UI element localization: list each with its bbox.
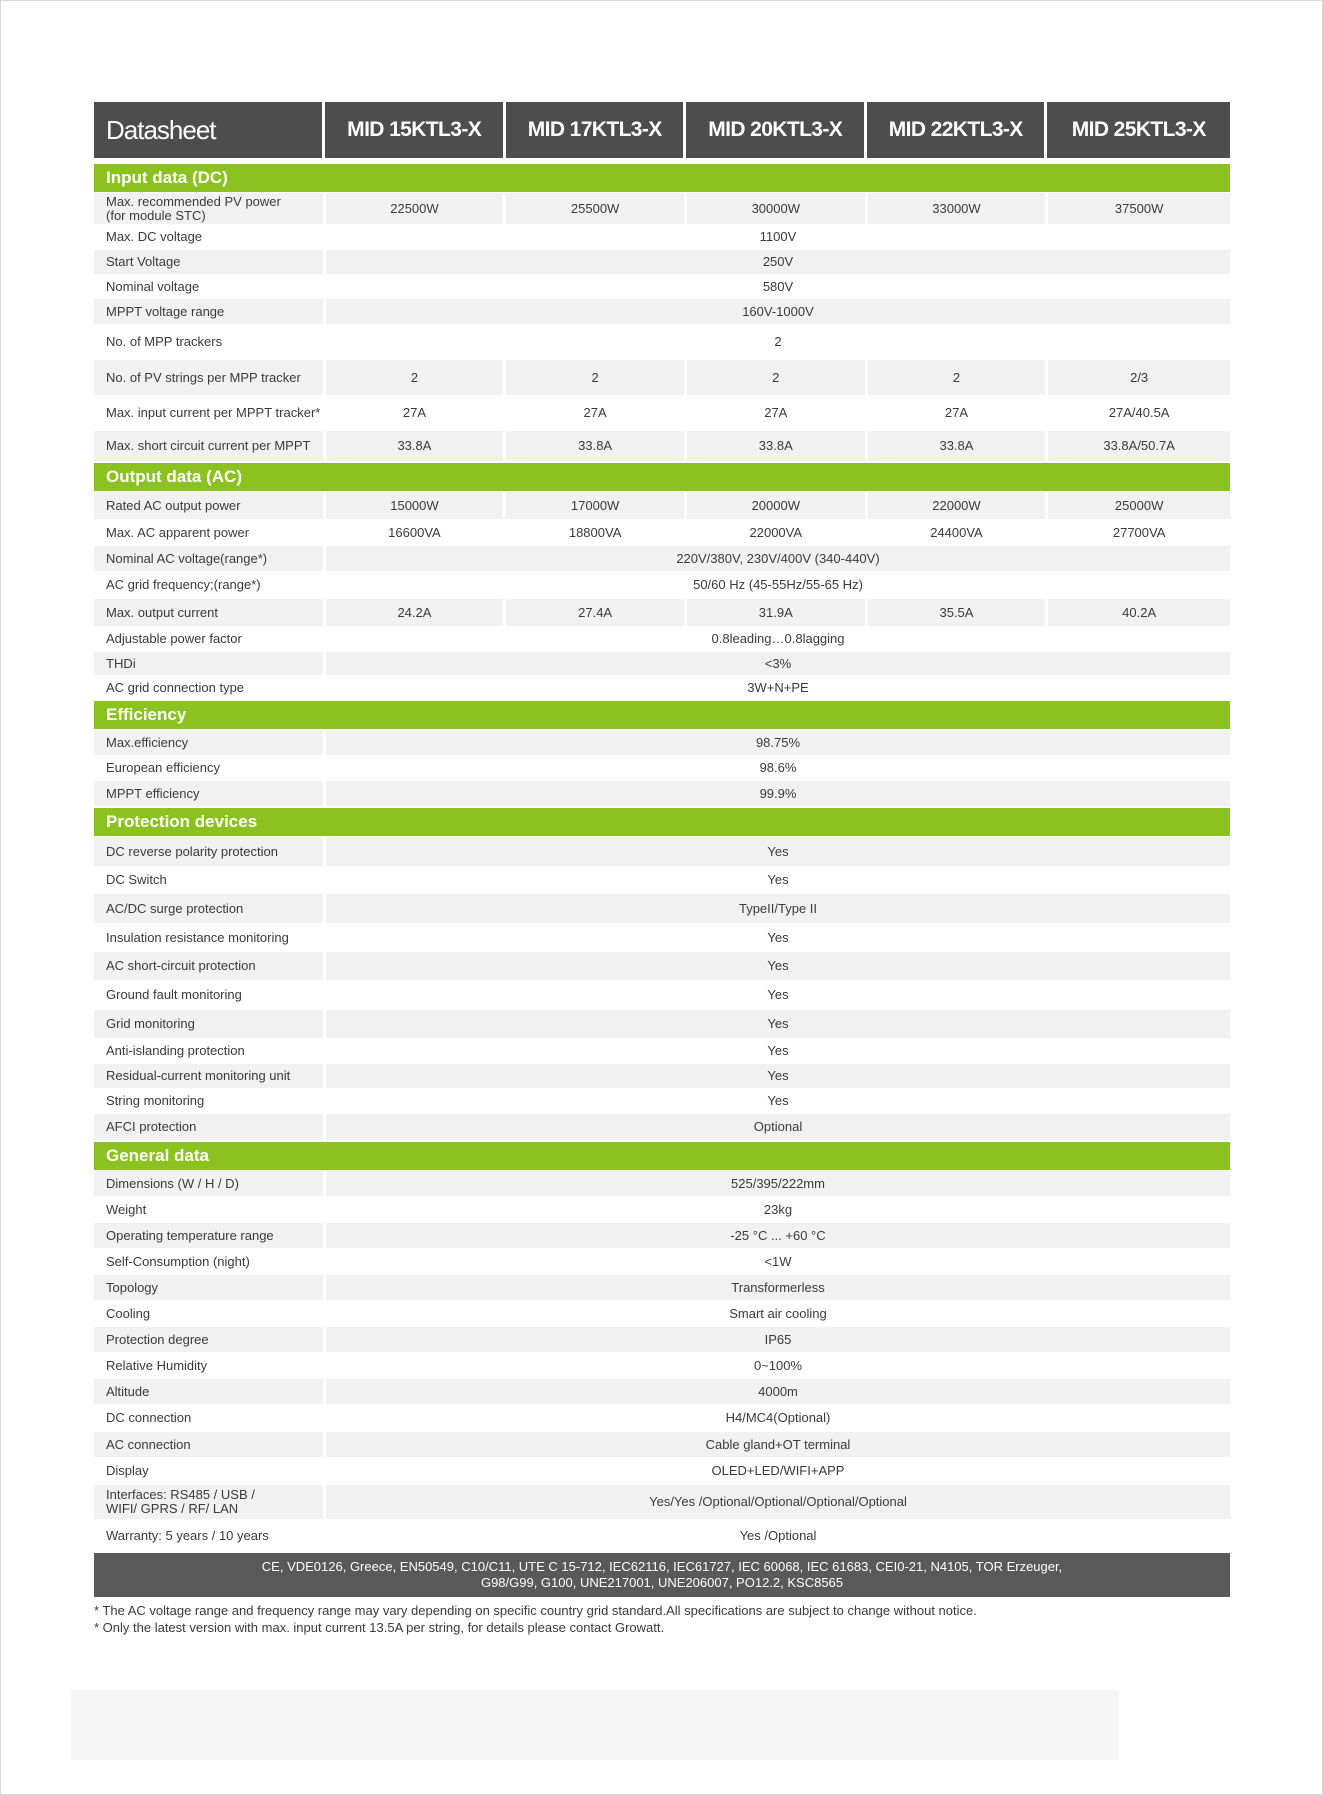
row-label: Max. input current per MPPT tracker* [94,396,326,430]
cell-value: <3% [326,652,1230,675]
model-header: MID 17KTL3-X [506,102,684,158]
table-row [94,1485,1230,1519]
table-row [94,1197,1230,1222]
row-label: Max. output current [94,599,326,626]
table-row [94,981,1230,1009]
cell-value: Yes [767,872,789,887]
cell-value: 27A [326,396,507,430]
footnote: * The AC voltage range and frequency range may vary depending on specific country grid standard.All specifications are subject to change without notice. [94,1603,977,1618]
table-row [94,225,1230,249]
table-row [94,1089,1230,1113]
cell-value: H4/MC4(Optional) [725,1410,831,1425]
row-label: DC Switch [94,867,326,893]
row-label: Max. short circuit current per MPPT [94,431,326,461]
cell-value: 0.8leading…0.8lagging [711,631,845,646]
table-row [94,867,1230,893]
table-row [94,1064,1230,1088]
cell-value: Cable gland+OT terminal [326,1432,1230,1457]
row-label: Topology [94,1275,326,1300]
row-label: AC/DC surge protection [94,894,326,923]
row-label: AFCI protection [94,1114,326,1140]
table-row [94,572,1230,598]
cell-value: 2 [506,360,687,395]
cell-value: 33.8A [868,431,1049,461]
section-header: Input data (DC) [94,164,1230,192]
cell-value: 27A/40.5A [1108,405,1170,420]
table-row [94,1301,1230,1326]
table-row [94,520,1230,545]
cell-value: 30000W [687,193,868,224]
table-row [94,1010,1230,1038]
model-header: MID 15KTL3-X [325,102,503,158]
cell-value: 250V [326,250,1230,274]
cell-value: Yes [767,1043,789,1058]
cell-value: Smart air cooling [729,1305,827,1321]
row-label: Ground fault monitoring [94,981,326,1009]
table-row [94,1249,1230,1274]
table-row [94,894,1230,923]
row-label: Nominal voltage [94,275,326,298]
table-row [94,250,1230,274]
row-label: Max. DC voltage [94,225,326,249]
row-label: Cooling [94,1301,326,1326]
section-header: Output data (AC) [94,463,1230,491]
table-row [94,676,1230,699]
cell-value: 580V [762,278,794,294]
table-row [94,299,1230,324]
table-row [94,599,1230,626]
row-label: Start Voltage [94,250,326,274]
table-row [94,837,1230,866]
cell-value: 2 [687,360,868,395]
row-label: Rated AC output power [94,492,326,519]
row-label: Nominal AC voltage(range*) [94,546,326,571]
cell-value: 27.4A [506,599,687,626]
cell-value: 23kg [763,1201,793,1217]
row-label: DC reverse polarity protection [94,837,326,866]
cell-value: 220V/380V, 230V/400V (340-440V) [326,546,1230,571]
row-label: No. of PV strings per MPP tracker [94,360,326,395]
row-label: Interfaces: RS485 / USB / WIFI/ GPRS / RF/ LAN [94,1485,326,1519]
cell-value: 2 [774,334,782,349]
datasheet-table [94,102,1230,1636]
cell-value: 24.2A [326,599,507,626]
datasheet-title: Datasheet [94,102,322,158]
cell-value: 3W+N+PE [747,679,809,695]
table-row [94,730,1230,755]
cell-value: 160V-1000V [326,299,1230,324]
table-row [94,360,1230,395]
table-row [94,1432,1230,1457]
cell-value: Yes [326,837,1230,866]
row-label: Adjustable power factor [94,627,326,651]
row-label: MPPT efficiency [94,781,326,806]
table-row [94,1171,1230,1196]
row-label: Max.efficiency [94,730,326,755]
cell-value: Yes [326,952,1230,980]
row-label: No. of MPP trackers [94,325,326,359]
row-label: Insulation resistance monitoring [94,924,326,951]
cell-value: 27A [687,396,868,430]
section-header: Efficiency [94,701,1230,729]
cell-value: 2 [868,360,1049,395]
cell-value: Yes [767,1093,789,1108]
section-header: Protection devices [94,808,1230,836]
table-row [94,1379,1230,1404]
table-row [94,952,1230,980]
row-label: MPPT voltage range [94,299,326,324]
certifications-bar [94,1553,1230,1597]
cell-value: 525/395/222mm [326,1171,1230,1196]
cell-value: 2 [326,360,507,395]
cell-value: Optional [326,1114,1230,1140]
cell-value: <1W [764,1253,792,1269]
table-row [94,1275,1230,1300]
table-row [94,1327,1230,1352]
cell-value: 22000VA [687,520,868,545]
table-row [94,924,1230,951]
footer-panel [71,1690,1119,1760]
cell-value: OLED+LED/WIFI+APP [711,1463,845,1478]
cell-value: 99.9% [326,781,1230,806]
row-label: String monitoring [94,1089,326,1113]
table-row [94,1353,1230,1378]
table-row [94,275,1230,298]
footnotes [94,1602,1230,1636]
cell-value: 33.8A [326,431,507,461]
cell-value: 31.9A [687,599,868,626]
model-header: MID 22KTL3-X [867,102,1045,158]
model-header: MID 20KTL3-X [686,102,864,158]
table-row [94,1405,1230,1431]
table-body [94,164,1230,1551]
row-label: THDi [94,652,326,675]
table-row [94,1039,1230,1063]
row-label: Max. AC apparent power [94,520,326,545]
row-label: Protection degree [94,1327,326,1352]
row-label: Weight [94,1197,326,1222]
cell-value: 1100V [759,229,797,244]
row-label: Self-Consumption (night) [94,1249,326,1274]
cell-value: 22500W [326,193,507,224]
cell-value: 22000W [868,492,1049,519]
row-label: Max. recommended PV power (for module STC) [94,193,326,224]
cell-value: 25000W [1048,492,1230,519]
cell-value: Yes [767,987,789,1002]
cell-value: 20000W [687,492,868,519]
cell-value: 98.75% [326,730,1230,755]
row-label: Residual-current monitoring unit [94,1064,326,1088]
cell-value: 33000W [868,193,1049,224]
cell-value: 15000W [326,492,507,519]
cell-value: Yes /Optional [739,1527,817,1543]
cell-value: Yes/Yes /Optional/Optional/Optional/Optional [326,1485,1230,1519]
table-row [94,492,1230,519]
cell-value: 0~100% [753,1357,803,1373]
cell-value: 50/60 Hz (45-55Hz/55-65 Hz) [693,577,863,592]
table-row [94,652,1230,675]
table-row [94,1520,1230,1551]
cell-value: 35.5A [868,599,1049,626]
cell-value: IP65 [326,1327,1230,1352]
row-label: European efficiency [94,756,326,780]
cell-value: Transformerless [326,1275,1230,1300]
cell-value: 27A [506,396,687,430]
cell-value: 17000W [506,492,687,519]
table-header [94,102,1230,158]
cell-value: 33.8A [687,431,868,461]
row-label: AC short-circuit protection [94,952,326,980]
row-label: AC connection [94,1432,326,1457]
table-row [94,193,1230,224]
cell-value: 33.8A/50.7A [1048,431,1230,461]
row-label: AC grid frequency;(range*) [94,572,326,598]
table-row [94,325,1230,359]
cell-value: 40.2A [1048,599,1230,626]
cell-value: Yes [326,1010,1230,1038]
cell-value: 2/3 [1048,360,1230,395]
cell-value: 27700VA [1112,524,1166,540]
table-row [94,546,1230,571]
row-label: Dimensions (W / H / D) [94,1171,326,1196]
cell-value: 24400VA [868,520,1049,545]
table-row [94,431,1230,461]
row-label: Warranty: 5 years / 10 years [94,1520,326,1551]
cell-value: -25 °C ... +60 °C [326,1223,1230,1248]
cell-value: 98.6% [759,760,797,775]
model-header: MID 25KTL3-X [1047,102,1230,158]
row-label: AC grid connection type [94,676,326,699]
row-label: Grid monitoring [94,1010,326,1038]
table-row [94,1223,1230,1248]
table-row [94,1114,1230,1140]
cell-value: 27A [868,396,1049,430]
table-row [94,627,1230,651]
table-row [94,756,1230,780]
cell-value: 25500W [506,193,687,224]
row-label: Operating temperature range [94,1223,326,1248]
row-label: Relative Humidity [94,1353,326,1378]
cell-value: 18800VA [506,520,687,545]
row-label: Display [94,1458,326,1484]
table-row [94,781,1230,806]
row-label: DC connection [94,1405,326,1431]
certifications-text: CE, VDE0126, Greece, EN50549, C10/C11, UTE C 15-712, IEC62116, IEC61727, IEC 60068, IEC 61683, CEI0-21, N4105, TOR Erzeuger, G98/G99, G100, UNE217001, UNE206007, PO12.2, KSC8565 [261,1559,1063,1590]
row-label: Anti-islanding protection [94,1039,326,1063]
cell-value: 37500W [1048,193,1230,224]
footnote: * Only the latest version with max. input current 13.5A per string, for details please contact Growatt. [94,1620,665,1635]
cell-value: TypeII/Type II [326,894,1230,923]
row-label: Altitude [94,1379,326,1404]
cell-value: 4000m [326,1379,1230,1404]
cell-value: Yes [767,929,789,945]
section-header: General data [94,1142,1230,1170]
table-row [94,396,1230,430]
table-row [94,1458,1230,1484]
cell-value: 33.8A [506,431,687,461]
cell-value: Yes [326,1064,1230,1088]
cell-value: 16600VA [326,520,507,545]
